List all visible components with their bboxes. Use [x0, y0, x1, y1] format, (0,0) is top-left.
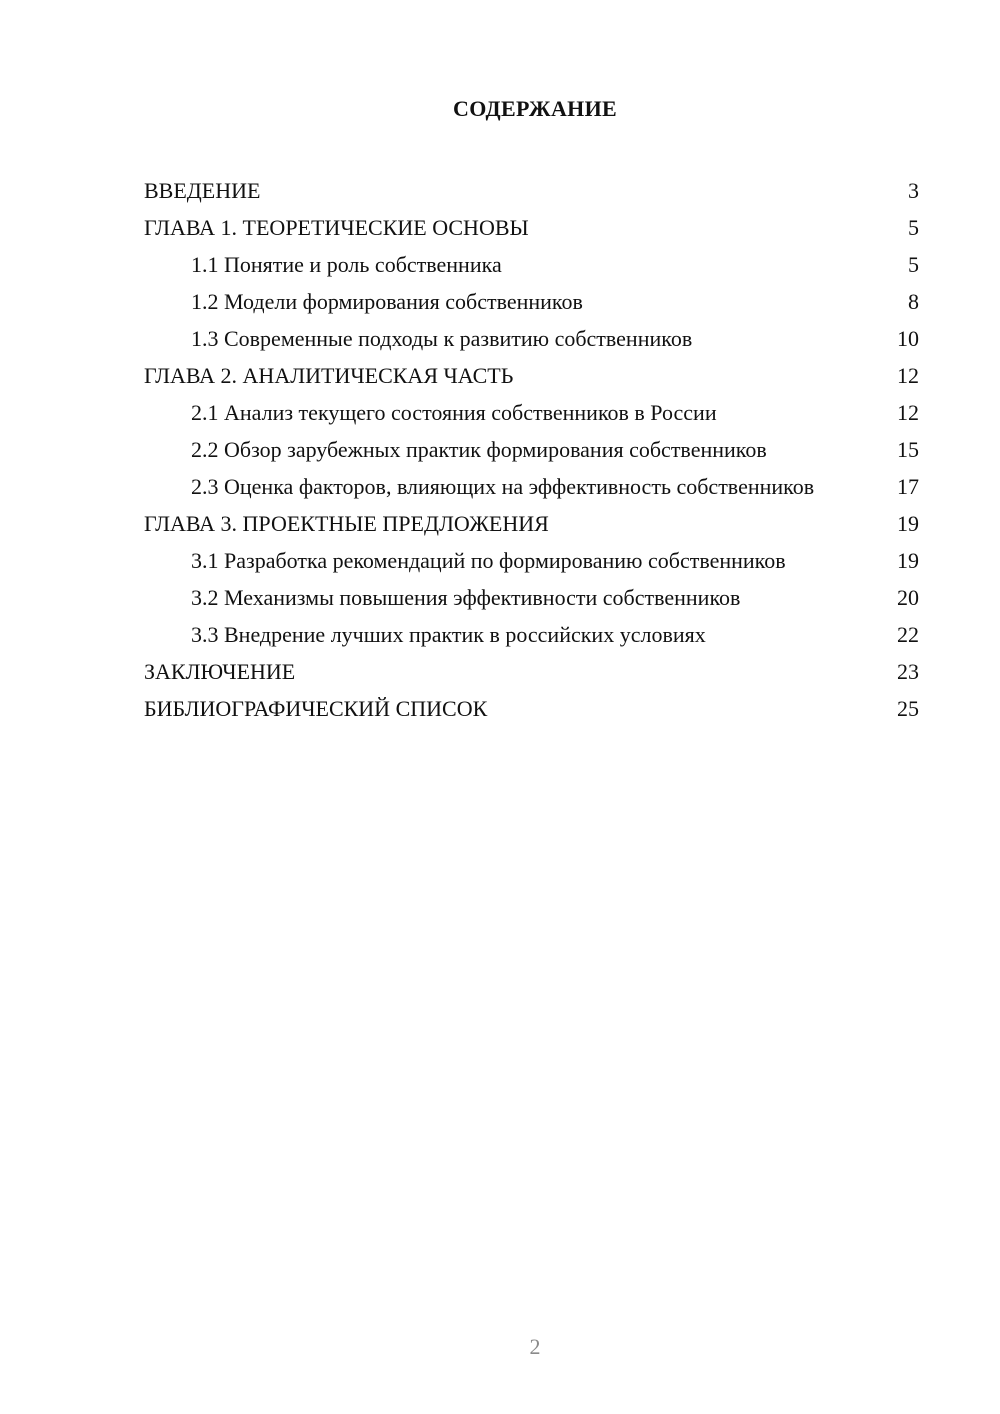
toc-entry-text: 1.2 Модели формирования собственников [191, 288, 583, 314]
toc-entry-page: 12 [897, 399, 919, 425]
toc-entry-page: 19 [897, 510, 919, 536]
toc-entry-text: ЗАКЛЮЧЕНИЕ [144, 658, 296, 684]
toc-entry-text: 1.3 Современные подходы к развитию собственников [191, 325, 693, 351]
toc-entry-page: 22 [897, 621, 919, 647]
toc-entry[interactable] [144, 579, 919, 616]
toc-entry-page: 19 [897, 547, 919, 573]
toc-entry[interactable] [144, 246, 919, 283]
toc-entry-text: БИБЛИОГРАФИЧЕСКИЙ СПИСОК [144, 695, 488, 721]
toc-entry[interactable] [144, 542, 919, 579]
toc-entry[interactable] [144, 690, 919, 727]
toc-entry[interactable] [144, 653, 919, 690]
toc-entry-page: 5 [908, 251, 919, 277]
toc-entry-page: 5 [908, 214, 919, 240]
toc-entry[interactable] [144, 320, 919, 357]
toc-entry-page: 15 [897, 436, 919, 462]
toc-entry-page: 23 [897, 658, 919, 684]
toc-entry-page: 10 [897, 325, 919, 351]
page-number: 2 [529, 1334, 541, 1359]
toc-entry[interactable] [144, 616, 919, 653]
toc-entry-text: 2.2 Обзор зарубежных практик формирования собственников [191, 436, 767, 462]
toc-entry[interactable] [144, 394, 919, 431]
toc-entry-text: ГЛАВА 1. ТЕОРЕТИЧЕСКИЕ ОСНОВЫ [144, 214, 529, 240]
toc-entry-text: ГЛАВА 3. ПРОЕКТНЫЕ ПРЕДЛОЖЕНИЯ [144, 510, 549, 536]
toc-entry-page: 17 [897, 473, 919, 499]
table-of-contents [144, 172, 919, 727]
toc-entry-page: 12 [897, 362, 919, 388]
toc-entry-text: 3.3 Внедрение лучших практик в российских условиях [191, 621, 706, 647]
toc-entry[interactable] [144, 209, 919, 246]
toc-entry-text: 3.1 Разработка рекомендаций по формированию собственников [191, 547, 786, 573]
toc-entry[interactable] [144, 431, 919, 468]
toc-entry[interactable] [144, 468, 919, 505]
toc-entry-page: 8 [908, 288, 919, 314]
toc-entry-text: 2.3 Оценка факторов, влияющих на эффективность собственников [191, 473, 815, 499]
toc-entry[interactable] [144, 357, 919, 394]
toc-entry[interactable] [144, 505, 919, 542]
toc-title: СОДЕРЖАНИЕ [453, 96, 617, 121]
toc-entry[interactable] [144, 283, 919, 320]
toc-entry[interactable] [144, 172, 919, 209]
toc-entry-page: 20 [897, 584, 919, 610]
toc-entry-text: ВВЕДЕНИЕ [144, 177, 261, 203]
toc-entry-page: 3 [908, 177, 919, 203]
toc-entry-text: 3.2 Механизмы повышения эффективности собственников [191, 584, 741, 610]
toc-entry-page: 25 [897, 695, 919, 721]
toc-entry-text: 1.1 Понятие и роль собственника [191, 251, 502, 277]
toc-entry-text: ГЛАВА 2. АНАЛИТИЧЕСКАЯ ЧАСТЬ [144, 362, 514, 388]
toc-entry-text: 2.1 Анализ текущего состояния собственников в России [191, 399, 717, 425]
